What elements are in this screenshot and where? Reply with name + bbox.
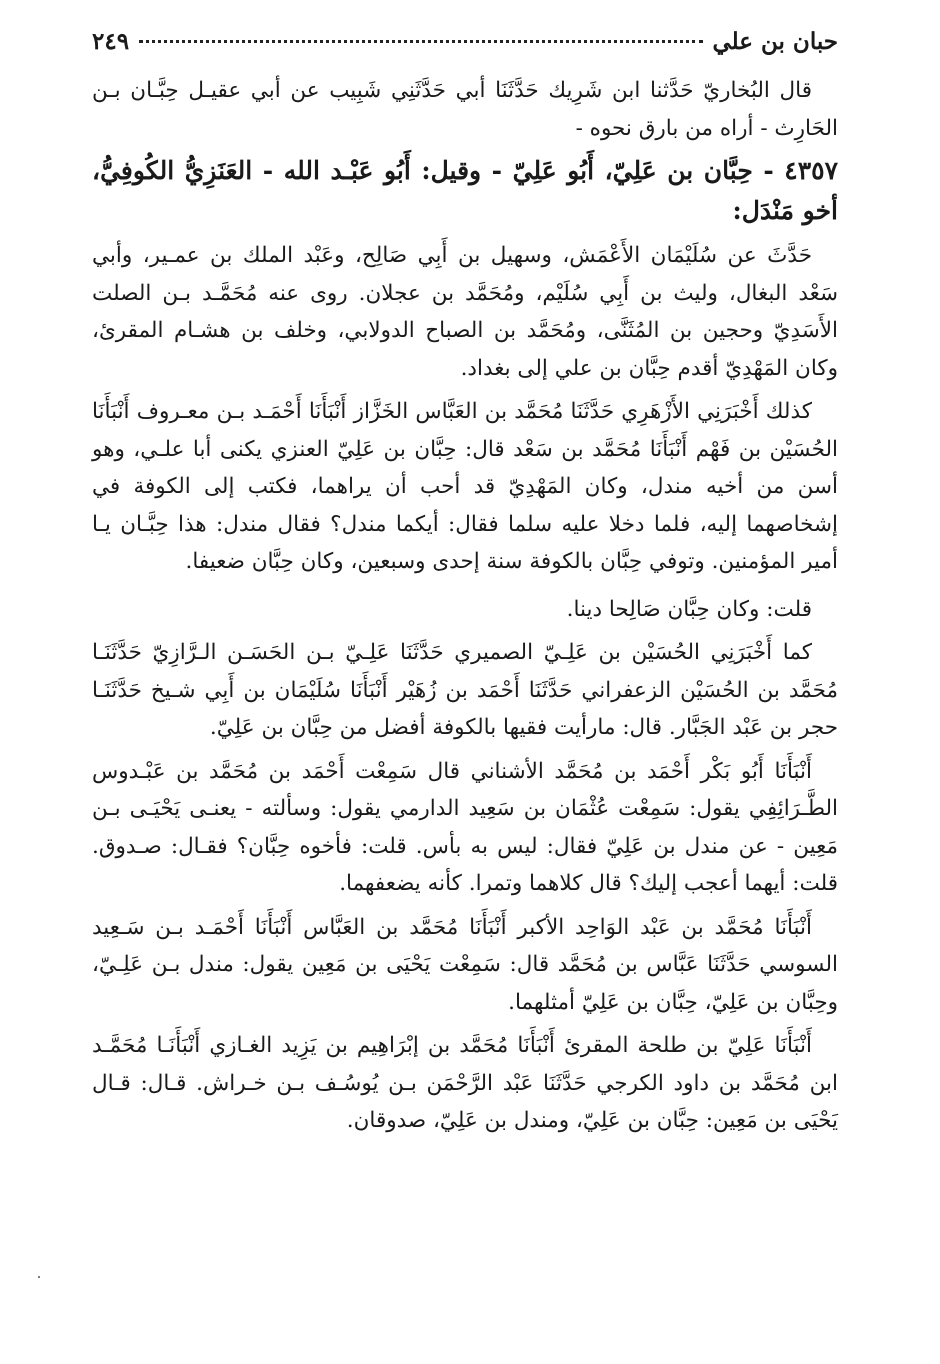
entry-heading: ٤٣٥٧ - حِبَّان بن عَلِيّ، أَبُو عَلِيّ - وقيل: أَبُو عَبْـد الله - العَنَزِيُّ الكُوفِيُّ، أخو مَنْدَل: (92, 156, 838, 225)
paragraph-previous-entry-end: قال البُخاريّ حَدَّثنا ابن شَرِيك حَدَّثَنَا أبي حَدَّثَنِي شَبِيب عن أبي عقيـل حِبَّـان بـن الحَارِث - أراه من بارق نحوه - (92, 78, 838, 141)
paragraph-hajar-report: كما أَخْبَرَنِي الحُسَيْن بن عَلِـيّ الصميري حَدَّثَنَا عَلِـيّ بـن الحَسَـن الـرَّازِيّ حَدَّثَنَـا مُحَمَّد بن الحُسَيْن الزعفراني حَدَّثَنَا أَحْمَد بن زُهَيْر أَنْبَأَنَا سُلَيْمَان بن أَبِي شـيخ حَدَّثَنَـا حجر بن عَبْد الجَبَّار. قال: مارأيت فقيها بالكوفة أفضل من حِبَّان بن عَلِيّ. (92, 640, 838, 740)
running-header (92, 28, 838, 72)
paragraph-narrators: حَدَّثَ عن سُلَيْمَان الأَعْمَش، وسهيل بن أَبِي صَالِح، وعَبْد الملك بن عمـير، وأبي سَعْد البغال، وليث بن أَبِي سُلَيْم، ومُحَمَّد بن عجلان. روى عنه مُحَمَّـد بـن الصلت الأَسَدِيّ وحجين بن المُثَنَّى، ومُحَمَّد بن الصباح الدولابي، وخلف بن هشـام المقرئ، وكان المَهْدِيّ أقدم حِبَّان بن علي إلى بغداد. (92, 243, 838, 381)
paragraph-abbas-report: أَنْبَأَنَا مُحَمَّد بن عَبْد الوَاحِد الأكبر أَنْبَأَنَا مُحَمَّد بن العَبَّاس أَنْبَأَنَا أَحْمَـد بـن سَـعِيد السوسي حَدَّثَنَا عَبَّاس بن مُحَمَّد قال: سَمِعْت يَحْيَى بن مَعِين يقول: مندل بـن عَلِـيّ، وحِبَّان بن عَلِيّ، حِبَّان بن عَلِيّ أمثلهما. (92, 914, 838, 1015)
running-title: حبان بن علي (712, 28, 838, 55)
paragraph-kharash-report: أَنْبَأَنَا عَلِيّ بن طلحة المقرئ أَنْبَأَنَا مُحَمَّد بن إبْرَاهِيم بن يَزِيد الغـازي أَنْبَأَنَـا مُحَمَّـد ابن مُحَمَّد بن داود الكرجي حَدَّثَنَا عَبْد الرَّحْمَن بـن يُوسُـف بـن خـراش. قـال: قـال يَحْيَى بن مَعِين: حِبَّان بن عَلِيّ، ومندل بن عَلِيّ، صدوقان. (92, 1033, 838, 1133)
paragraph-author-comment: قلت: وكان حِبَّان صَالِحا دينا. (566, 596, 812, 622)
leader-dots (139, 40, 702, 43)
paragraph-ibn-saad-report: كذلك أَخْبَرَنِي الأَزْهَرِي حَدَّثَنَا مُحَمَّد بن العَبَّاس الخَزَّاز أَنْبَأَنَا أَحْمَـد بـن معـروف أَنْبَأَنَا الحُسَيْن بن فَهْم أَنْبَأَنَا مُحَمَّد بن سَعْد قال: حِبَّان بن عَلِيّ العنزي يكنى أبا علـي، وهو أسن من أخيه مندل، وكان المَهْدِيّ قد أحب أن يراهما، فكتب إلى الكوفة في إشخاصهما إليه، فلما دخلا عليه سلما فقال: أيكما مندل؟ فقال مندل: هذا حِبَّـان يـا أمير المؤمنين. وتوفي حِبَّان بالكوفة سنة إحدى وسبعين، وكان حِبَّان ضعيفا. (92, 399, 838, 574)
page-number: ٢٤٩ (92, 28, 130, 55)
paragraph-darimi-report: أَنْبَأَنَا أَبُو بَكْر أَحْمَد بن مُحَمَّد الأشناني قال سَمِعْت أَحْمَد بن مُحَمَّد بن عَبْـدوس الطَّـرَائِفِي يقول: سَمِعْت عُثْمَان بن سَعِيد الدارمي يقول: وسألته - يعنـى يَحْيَـى بـن مَعِين - عن مندل بن عَلِيّ فقال: ليس به بأس. قلت: فأخوه حِبَّان؟ فقـال: صـدوق. قلت: أيهما أعجب إليك؟ قال كلاهما وتمرا. كأنه يضعفهما. (92, 758, 838, 896)
book-page (92, 28, 838, 1348)
margin-speck (38, 1276, 40, 1278)
